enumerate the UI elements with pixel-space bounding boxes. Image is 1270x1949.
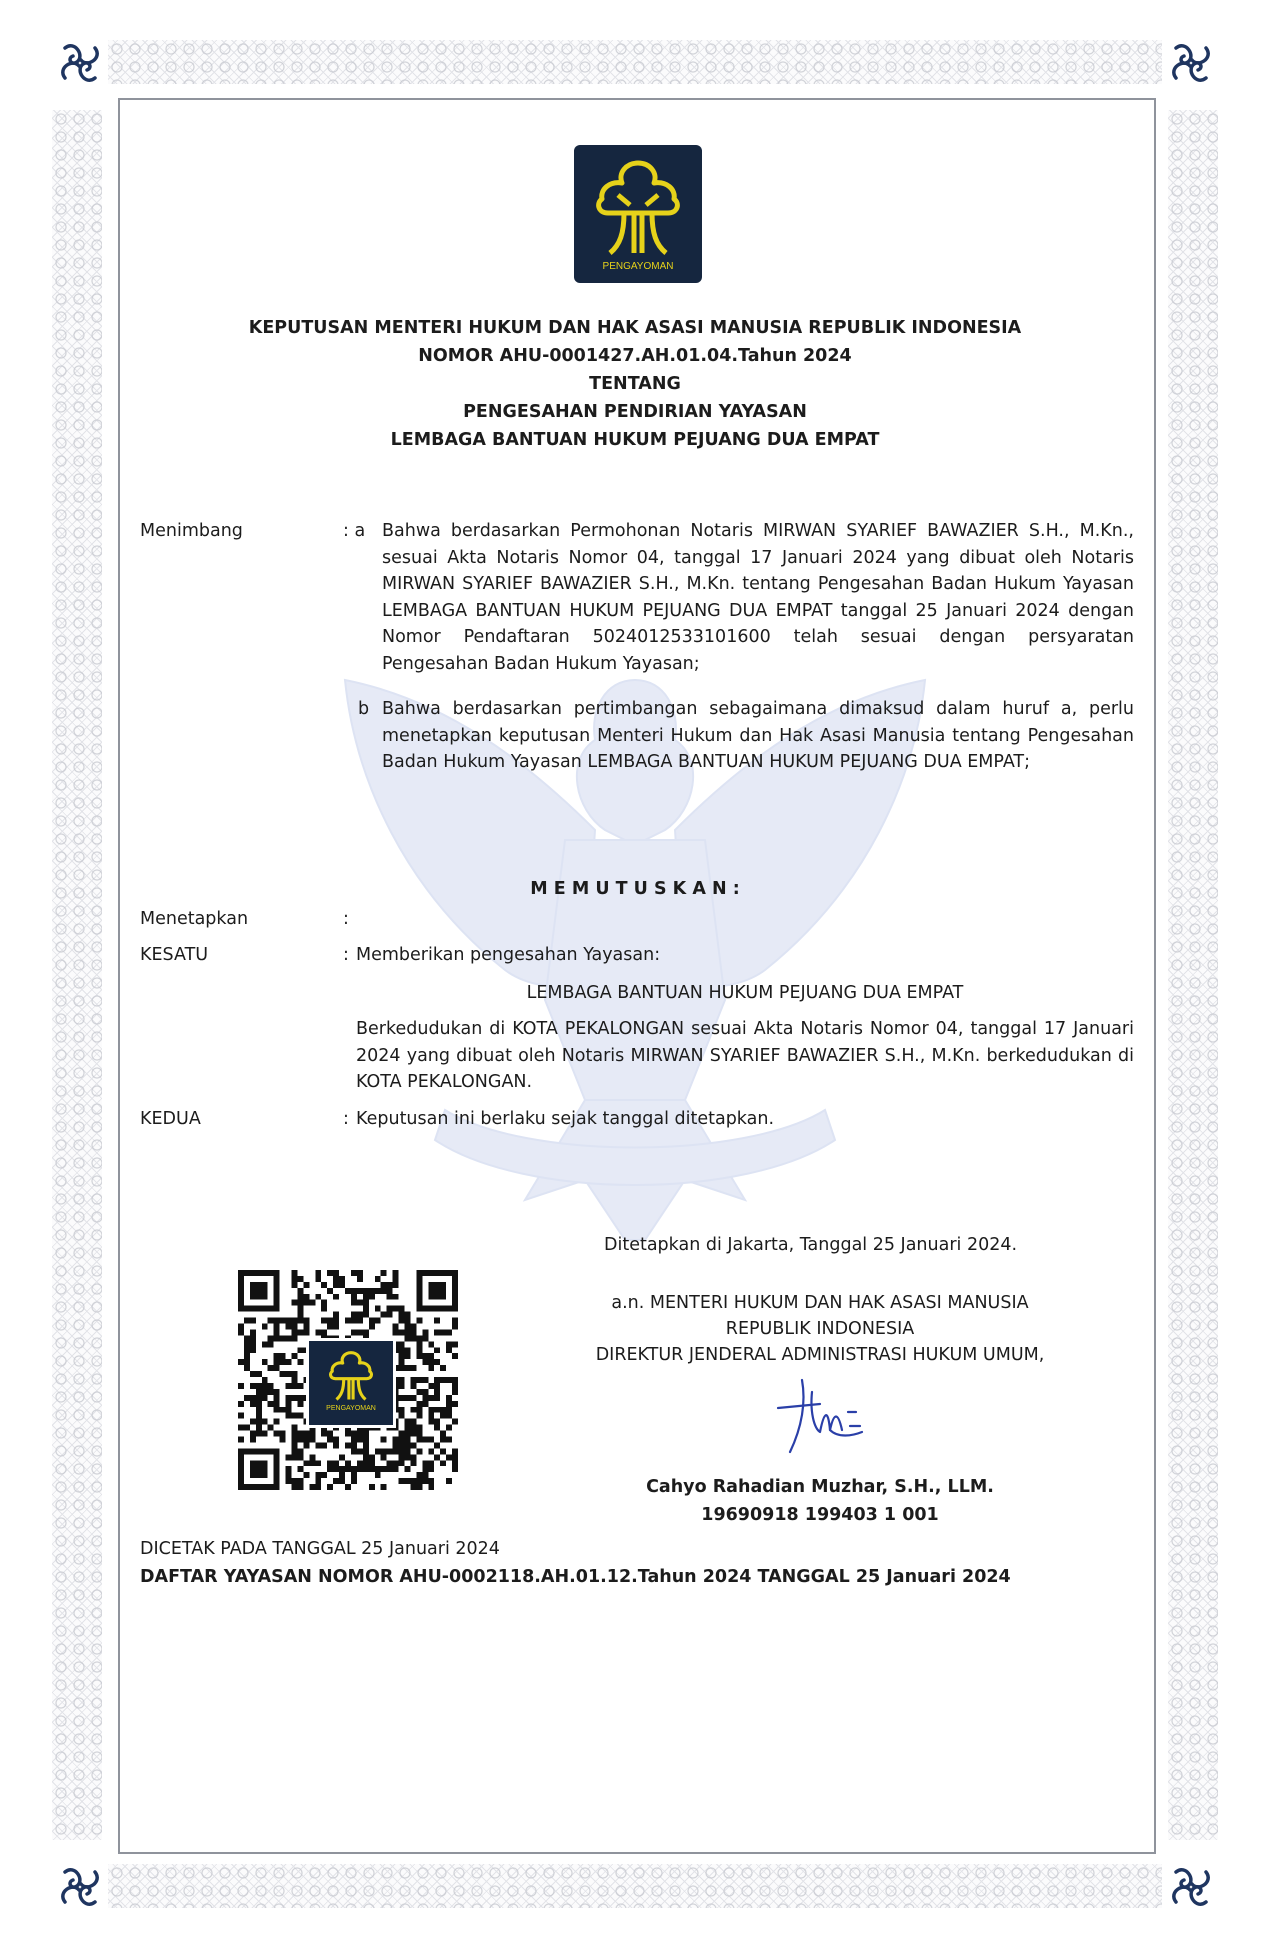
decree-tentang: TENTANG xyxy=(589,374,681,394)
ornament-border-right xyxy=(1168,110,1218,1840)
signatory-title-line2: REPUBLIK INDONESIA xyxy=(725,1319,915,1339)
printed-date: DICETAK PADA TANGGAL 25 Januari 2024 xyxy=(140,1539,500,1559)
kesatu-label: KESATU xyxy=(140,945,209,965)
ornament-border-bottom xyxy=(108,1864,1162,1908)
qr-center-logo xyxy=(306,1338,396,1428)
signatory-name: Cahyo Rahadian Muzhar, S.H., LLM. xyxy=(646,1477,994,1497)
kesatu-colon: : xyxy=(343,945,349,965)
decree-title: KEPUTUSAN MENTERI HUKUM DAN HAK ASASI MANUSIA REPUBLIK INDONESIA xyxy=(248,318,1022,338)
handwritten-signature-icon xyxy=(772,1372,882,1462)
qr-code xyxy=(238,1270,458,1490)
corner-ornament-icon xyxy=(55,1862,105,1912)
kesatu-detail: Berkedudukan di KOTA PEKALONGAN sesuai Akta Notaris Nomor 04, tanggal 17 Januari 2024 yang dibuat oleh Notaris MIRWAN SYARIEF BAWAZIER S.H., M.Kn. berkedudukan di KOTA PEKALONGAN. xyxy=(356,1019,1134,1092)
menimbang-letter-b: b xyxy=(358,699,370,719)
ornament-border-left xyxy=(52,110,102,1840)
place-and-date: Ditetapkan di Jakarta, Tanggal 25 Januari 2024. xyxy=(604,1235,1018,1255)
kedua-label: KEDUA xyxy=(140,1109,201,1129)
menimbang-colon-a: : a xyxy=(343,521,366,541)
registry-number: DAFTAR YAYASAN NOMOR AHU-0002118.AH.01.12.Tahun 2024 TANGGAL 25 Januari 2024 xyxy=(140,1567,1011,1587)
kesatu-foundation-name: LEMBAGA BANTUAN HUKUM PEJUANG DUA EMPAT xyxy=(526,983,964,1003)
menetapkan-label: Menetapkan xyxy=(140,909,249,929)
decree-subject: PENGESAHAN PENDIRIAN YAYASAN xyxy=(463,402,807,422)
corner-ornament-icon xyxy=(1166,38,1216,88)
menimbang-item-a: Bahwa berdasarkan Permohonan Notaris MIRWAN SYARIEF BAWAZIER S.H., M.Kn., sesuai Akta Notaris Nomor 04, tanggal 17 Januari 2024 yang dibuat oleh Notaris MIRWAN SYARIEF BAWAZIER S.H., M.Kn. tentang Pengesahan Badan Hukum Yayasan LEMBAGA BANTUAN HUKUM PEJUANG DUA EMPAT tanggal 25 Januari 2024 dengan Nomor Pendaftaran 5024012533101600 telah sesuai dengan persyaratan Pengesahan Badan Hukum Yayasan; xyxy=(382,521,1134,674)
signatory-title-line1: a.n. MENTERI HUKUM DAN HAK ASASI MANUSIA xyxy=(611,1293,1029,1313)
kedua-text: Keputusan ini berlaku sejak tanggal ditetapkan. xyxy=(356,1109,775,1129)
ornament-border-top xyxy=(108,40,1162,84)
kesatu-text: Memberikan pengesahan Yayasan: xyxy=(356,945,661,965)
decree-number: NOMOR AHU-0001427.AH.01.04.Tahun 2024 xyxy=(418,346,852,366)
pengayoman-emblem-icon xyxy=(588,153,688,259)
foundation-name-heading: LEMBAGA BANTUAN HUKUM PEJUANG DUA EMPAT xyxy=(390,430,880,450)
menimbang-item-b: Bahwa berdasarkan pertimbangan sebagaimana dimaksud dalam huruf a, perlu menetapkan keputusan Menteri Hukum dan Hak Asasi Manusia tentang Pengesahan Badan Hukum Yayasan LEMBAGA BANTUAN HUKUM PEJUANG DUA EMPAT; xyxy=(382,699,1134,772)
signatory-nip: 19690918 199403 1 001 xyxy=(701,1505,939,1525)
memutuskan-heading: M E M U T U S K A N : xyxy=(530,879,740,899)
signatory-title-line3: DIREKTUR JENDERAL ADMINISTRASI HUKUM UMUM, xyxy=(595,1345,1045,1365)
pengayoman-emblem-icon xyxy=(325,1347,377,1403)
logo-caption: PENGAYOMAN xyxy=(602,261,674,272)
qr-logo-caption: PENGAYOMAN xyxy=(326,1405,376,1412)
pengayoman-logo xyxy=(574,145,702,283)
menimbang-label: Menimbang xyxy=(140,521,243,541)
corner-ornament-icon xyxy=(55,38,105,88)
menetapkan-colon: : xyxy=(343,909,349,929)
corner-ornament-icon xyxy=(1166,1862,1216,1912)
kedua-colon: : xyxy=(343,1109,349,1129)
